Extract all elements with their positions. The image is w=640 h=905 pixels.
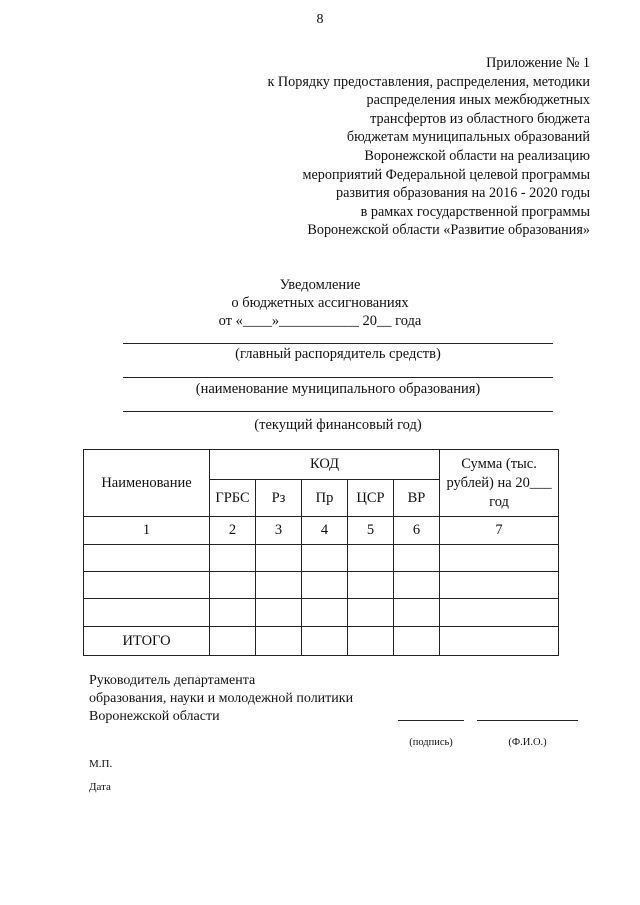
column-number: 3 [256, 517, 302, 545]
header-sum-line: год [489, 493, 509, 510]
header-sum-line: Сумма (тыс. [461, 455, 537, 472]
main-manager-caption: (главный распорядитель средств) [235, 346, 441, 362]
table-cell [84, 599, 210, 627]
appendix-line: распределения иных межбюджетных [366, 92, 590, 109]
notice-subtitle: о бюджетных ассигнованиях [231, 295, 409, 311]
header-code: КОД [210, 450, 440, 480]
fiscal-year-caption: (текущий финансовый год) [254, 417, 422, 433]
signature-line [398, 720, 464, 721]
signature-caption: (подпись) [409, 737, 453, 748]
column-number: 5 [348, 517, 394, 545]
name-line [477, 720, 578, 721]
main-manager-line [123, 343, 553, 344]
table-cell [348, 572, 394, 599]
municipality-caption: (наименование муниципального образования) [195, 381, 481, 397]
fiscal-year-line [123, 411, 553, 412]
appendix-line: в рамках государственной программы [360, 203, 590, 220]
notice-date-line: от «____»___________ 20__ года [218, 313, 422, 329]
table-cell [210, 545, 256, 572]
table-cell [394, 572, 440, 599]
signatory-line: Руководитель департамента [89, 673, 256, 688]
header-code-pr: Пр [302, 480, 348, 517]
header-code-rz: Рз [256, 480, 302, 517]
table-cell [440, 545, 559, 572]
header-code-grbs: ГРБС [210, 480, 256, 517]
table-cell [440, 572, 559, 599]
table-cell [256, 627, 302, 656]
column-number: 6 [394, 517, 440, 545]
appendix-line: к Порядку предоставления, распределения, методики [267, 73, 590, 90]
table-cell [210, 627, 256, 656]
name-caption: (Ф.И.О.) [508, 737, 547, 748]
table-cell [210, 599, 256, 627]
signatory-line: Воронежской области [89, 709, 220, 724]
table-cell [348, 627, 394, 656]
column-number: 1 [84, 517, 210, 545]
appendix-line: трансфертов из областного бюджета [370, 110, 590, 127]
budget-table [83, 449, 559, 656]
table-cell [210, 572, 256, 599]
column-number: 2 [210, 517, 256, 545]
total-row [84, 627, 559, 656]
header-sum [440, 450, 559, 517]
table-cell [348, 545, 394, 572]
column-number: 4 [302, 517, 348, 545]
date-label: Дата [89, 781, 111, 793]
table-cell [302, 627, 348, 656]
signatory-position [89, 672, 353, 726]
stamp-label: М.П. [89, 758, 113, 770]
header-code-csr: ЦСР [348, 480, 394, 517]
table-row [84, 572, 559, 599]
table-cell [84, 572, 210, 599]
notice-title: Уведомление [279, 277, 361, 293]
appendix-line: Воронежской области на реализацию [364, 147, 590, 164]
table-cell [256, 572, 302, 599]
table-cell [440, 627, 559, 656]
appendix-line: мероприятий Федеральной целевой программы [302, 166, 590, 183]
municipality-line [123, 377, 553, 378]
header-name: Наименование [84, 450, 210, 517]
header-sum-line: рублей) на 20___ [446, 474, 552, 491]
table-cell [302, 599, 348, 627]
appendix-line: Приложение № 1 [486, 55, 590, 71]
table-cell [440, 599, 559, 627]
signatory-line: образования, науки и молодежной политики [89, 691, 354, 706]
table-cell [348, 599, 394, 627]
table-cell [302, 572, 348, 599]
table-cell [256, 599, 302, 627]
header-code-vr: ВР [394, 480, 440, 517]
table-cell [394, 599, 440, 627]
total-label: ИТОГО [84, 627, 210, 656]
table-cell [256, 545, 302, 572]
appendix-line: бюджетам муниципальных образований [346, 129, 590, 146]
table-cell [394, 545, 440, 572]
appendix-header [267, 54, 590, 240]
table-row [84, 599, 559, 627]
table-row [84, 545, 559, 572]
table-cell [302, 545, 348, 572]
table-cell [394, 627, 440, 656]
page-number: 8 [316, 12, 324, 27]
appendix-line: развития образования на 2016 - 2020 годы [336, 185, 590, 202]
column-number: 7 [440, 517, 559, 545]
table-cell [84, 545, 210, 572]
appendix-line: Воронежской области «Развитие образования» [307, 222, 590, 239]
